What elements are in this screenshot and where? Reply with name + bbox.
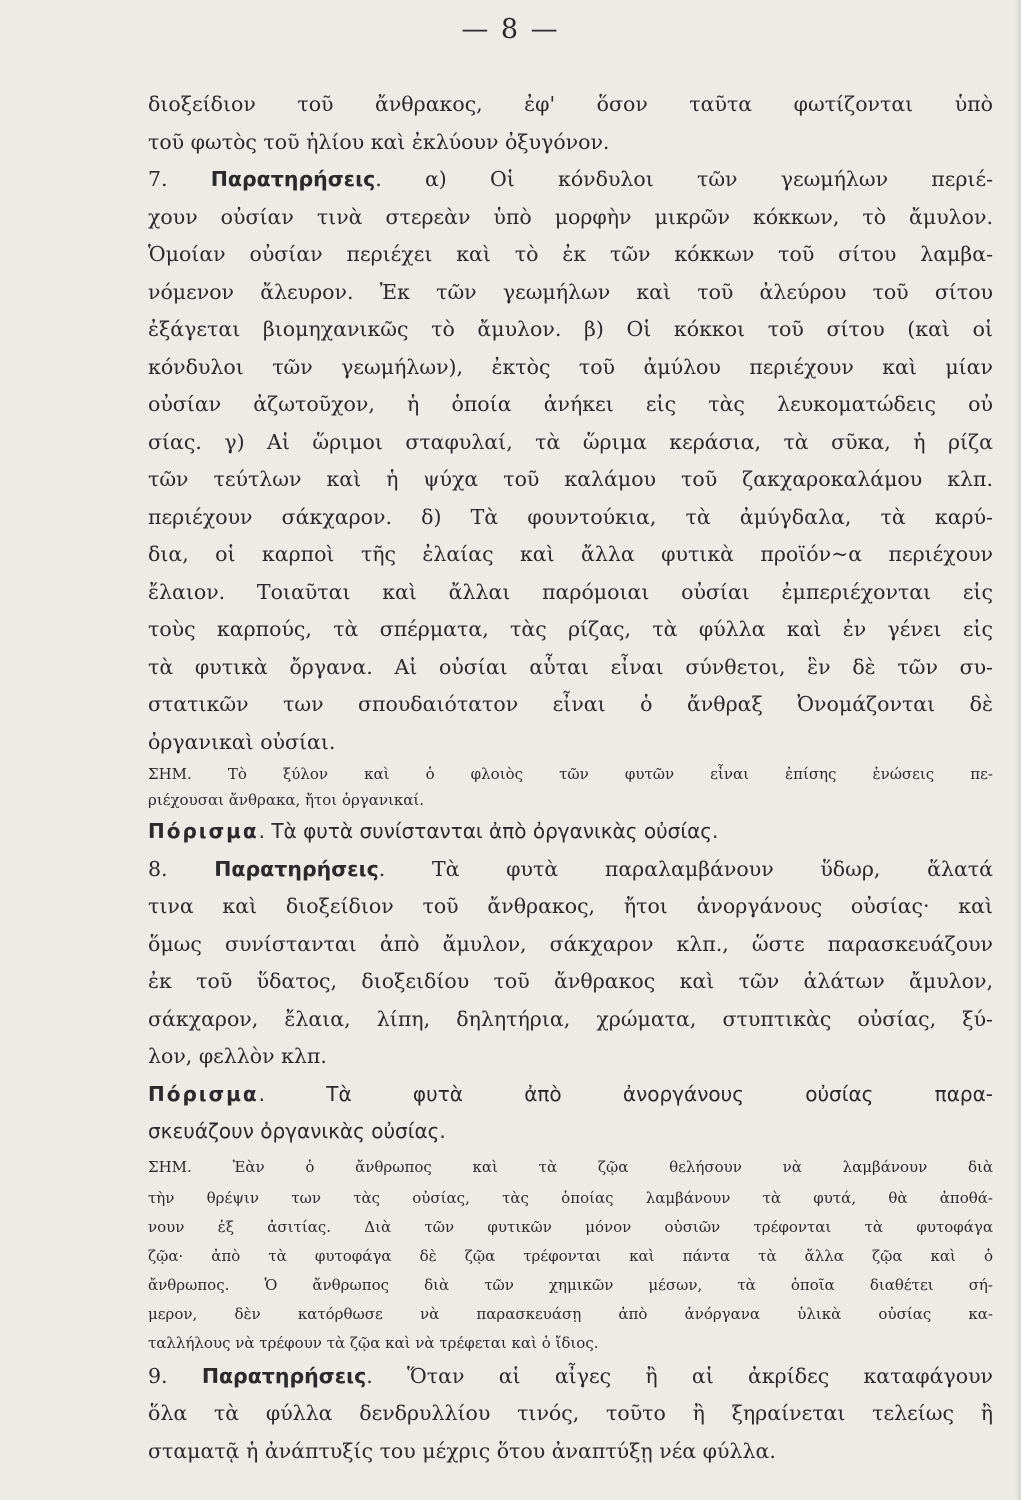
text-line: οὐσίαν ἀζωτοῦχον, ἡ ὁποία ἀνήκει εἰς τὰς λευκοματώδεις οὐ — [148, 392, 993, 416]
note-line: ζῷα· ἀπὸ τὰ φυτοφάγα δὲ ζῷα τρέφονται καὶ πάντα τὰ ἄλλα ζῷα καὶ ὁ — [148, 1246, 993, 1265]
text-line: ἐξάγεται βιομηχανικῶς τὸ ἄμυλον. β) Οἱ κόκκοι τοῦ σίτου (καὶ οἱ — [148, 317, 993, 341]
text-line: κόνδυλοι τῶν γεωμήλων), ἐκτὸς τοῦ ἀμύλου περιέχουν καὶ μίαν — [148, 354, 993, 379]
text-line: σκευάζουν ὀργανικὰς οὐσίας. — [148, 1119, 446, 1143]
text-line: ὅμως συνίστανται ἀπὸ ἄμυλον, σάκχαρον κλπ., ὥστε παρασκευάζουν — [148, 931, 993, 956]
observation-heading-9: 9. Παρατηρήσεις. Ὅταν αἱ αἶγες ἢ αἱ ἀκρίδες καταφάγουν — [148, 1363, 993, 1388]
text-line: χουν οὐσίαν τινὰ στερεὰν ὑπὸ μορφὴν μικρῶν κόκκων, τὸ ἄμυλον. — [148, 204, 993, 229]
text-line: στατικῶν των σπουδαιότατον εἶναι ὁ ἄνθραξ Ὀνομάζονται δὲ — [148, 692, 993, 716]
text-line: δια, οἱ καρποὶ τῆς ἐλαίας καὶ ἄλλα φυτικὰ προϊόν~α περιέχουν — [148, 542, 993, 566]
text-line: σταματᾷ ἡ ἀνάπτυξίς του μέχρις ὅτου ἀναπτύξῃ νέα φύλλα. — [148, 1438, 776, 1463]
note-line: μερον, δὲν κατόρθωσε νὰ παρασκευάσῃ ἀπὸ ἀνόργανα ὑλικὰ οὐσίας κα- — [148, 1304, 993, 1323]
note-line: τὴν θρέψιν των τὰς οὐσίας, τὰς ὁποίας λαμβάνουν τὰ φυτά, θὰ ἀποθά- — [148, 1188, 993, 1207]
text-line: τινα καὶ διοξείδιον τοῦ ἄνθρακος, ἤτοι ἀνοργάνους οὐσίας· καὶ — [148, 894, 993, 918]
text-line: περιέχουν σάκχαρον. δ) Τὰ φουντούκια, τὰ ἀμύγδαλα, τὰ καρύ- — [148, 504, 993, 529]
text-line: ὀργανικαὶ οὐσίαι. — [148, 729, 336, 754]
note-line: ΣΗΜ. Τὸ ξύλον καὶ ὁ φλοιὸς τῶν φυτῶν εἶναι ἐπίσης ἑνώσεις πε- — [148, 765, 993, 783]
observation-heading-7: 7. Παρατηρήσεις. α) Οἱ κόνδυλοι τῶν γεωμήλων περιέ- — [148, 167, 993, 191]
text-line: ἔλαιον. Τοιαῦται καὶ ἄλλαι παρόμοιαι οὐσίαι ἐμπεριέχονται εἰς — [148, 579, 993, 604]
note-line: ΣΗΜ. Ἐὰν ὁ ἄνθρωπος καὶ τὰ ζῷα θελήσουν νὰ λαμβάνουν διὰ — [148, 1157, 993, 1176]
text-line: ὅλα τὰ φύλλα δενδρυλλίου τινός, τοῦτο ἢ ξηραίνεται τελείως ἢ — [148, 1401, 993, 1425]
text-line: σάκχαρον, ἔλαια, λίπη, δηλητήρια, χρώματα, στυπτικὰς οὐσίας, ξύ- — [148, 1006, 993, 1031]
text-line: Ὁμοίαν οὐσίαν περιέχει καὶ τὸ ἐκ τῶν κόκκων τοῦ σίτου λαμβα- — [148, 242, 993, 266]
text-line: τῶν τεύτλων καὶ ἡ ψύχα τοῦ καλάμου τοῦ ζακχαροκαλάμου κλπ. — [148, 467, 993, 491]
note-line: ἄνθρωπος. Ὁ ἄνθρωπος διὰ τῶν χημικῶν μέσων, τὰ ὁποῖα διαθέτει σή- — [148, 1275, 993, 1294]
note-line: ριέχουσαι ἄνθρακα, ἤτοι ὀργανικαί. — [148, 791, 425, 809]
text-line: σίας. γ) Αἱ ὥριμοι σταφυλαί, τὰ ὥριμα κεράσια, τὰ σῦκα, ἡ ρίζα — [148, 429, 993, 454]
text-line: λον, φελλὸν κλπ. — [148, 1044, 327, 1068]
text-line: διοξείδιον τοῦ ἄνθρακος, ἐφ' ὅσον ταῦτα φωτίζονται ὑπὸ — [148, 92, 993, 116]
corollary-heading: Πόρισμα. Τὰ φυτὰ συνίστανται ἀπὸ ὀργανικὰς οὐσίας. — [148, 819, 719, 843]
note-line: νουν ἐξ ἀσιτίας. Διὰ τῶν φυτικῶν μόνον οὐσιῶν τρέφονται τὰ φυτοφάγα — [148, 1217, 993, 1236]
text-line: νόμενον ἄλευρον. Ἐκ τῶν γεωμήλων καὶ τοῦ ἀλεύρου τοῦ σίτου — [148, 279, 993, 304]
text-line: ἐκ τοῦ ὕδατος, διοξειδίου τοῦ ἄνθρακος καὶ τῶν ἁλάτων ἄμυλον, — [148, 969, 993, 993]
text-line: τοὺς καρπούς, τὰ σπέρματα, τὰς ρίζας, τὰ φύλλα καὶ ἐν γένει εἰς — [148, 617, 993, 641]
note-line: ταλλήλους νὰ τρέφουν τὰ ζῷα καὶ νὰ τρέφεται καὶ ὁ ἴδιος. — [148, 1333, 599, 1352]
observation-heading-8: 8. Παρατηρήσεις. Τὰ φυτὰ παραλαμβάνουν ὕδωρ, ἅλατά — [148, 856, 993, 881]
page-body — [148, 86, 993, 1470]
text-line: τὰ φυτικὰ ὄργανα. Αἱ οὐσίαι αὗται εἶναι σύνθετοι, ἓν δὲ τῶν συ- — [148, 654, 993, 679]
corollary-heading: Πόρισμα. Τὰ φυτὰ ἀπὸ ἀνοργάνους οὐσίας παρα- — [148, 1081, 993, 1106]
page-number: — 8 — — [461, 14, 560, 45]
page-edge-shadow — [1015, 0, 1021, 1500]
text-line: τοῦ φωτὸς τοῦ ἡλίου καὶ ἐκλύουν ὀξυγόνον. — [148, 129, 610, 154]
